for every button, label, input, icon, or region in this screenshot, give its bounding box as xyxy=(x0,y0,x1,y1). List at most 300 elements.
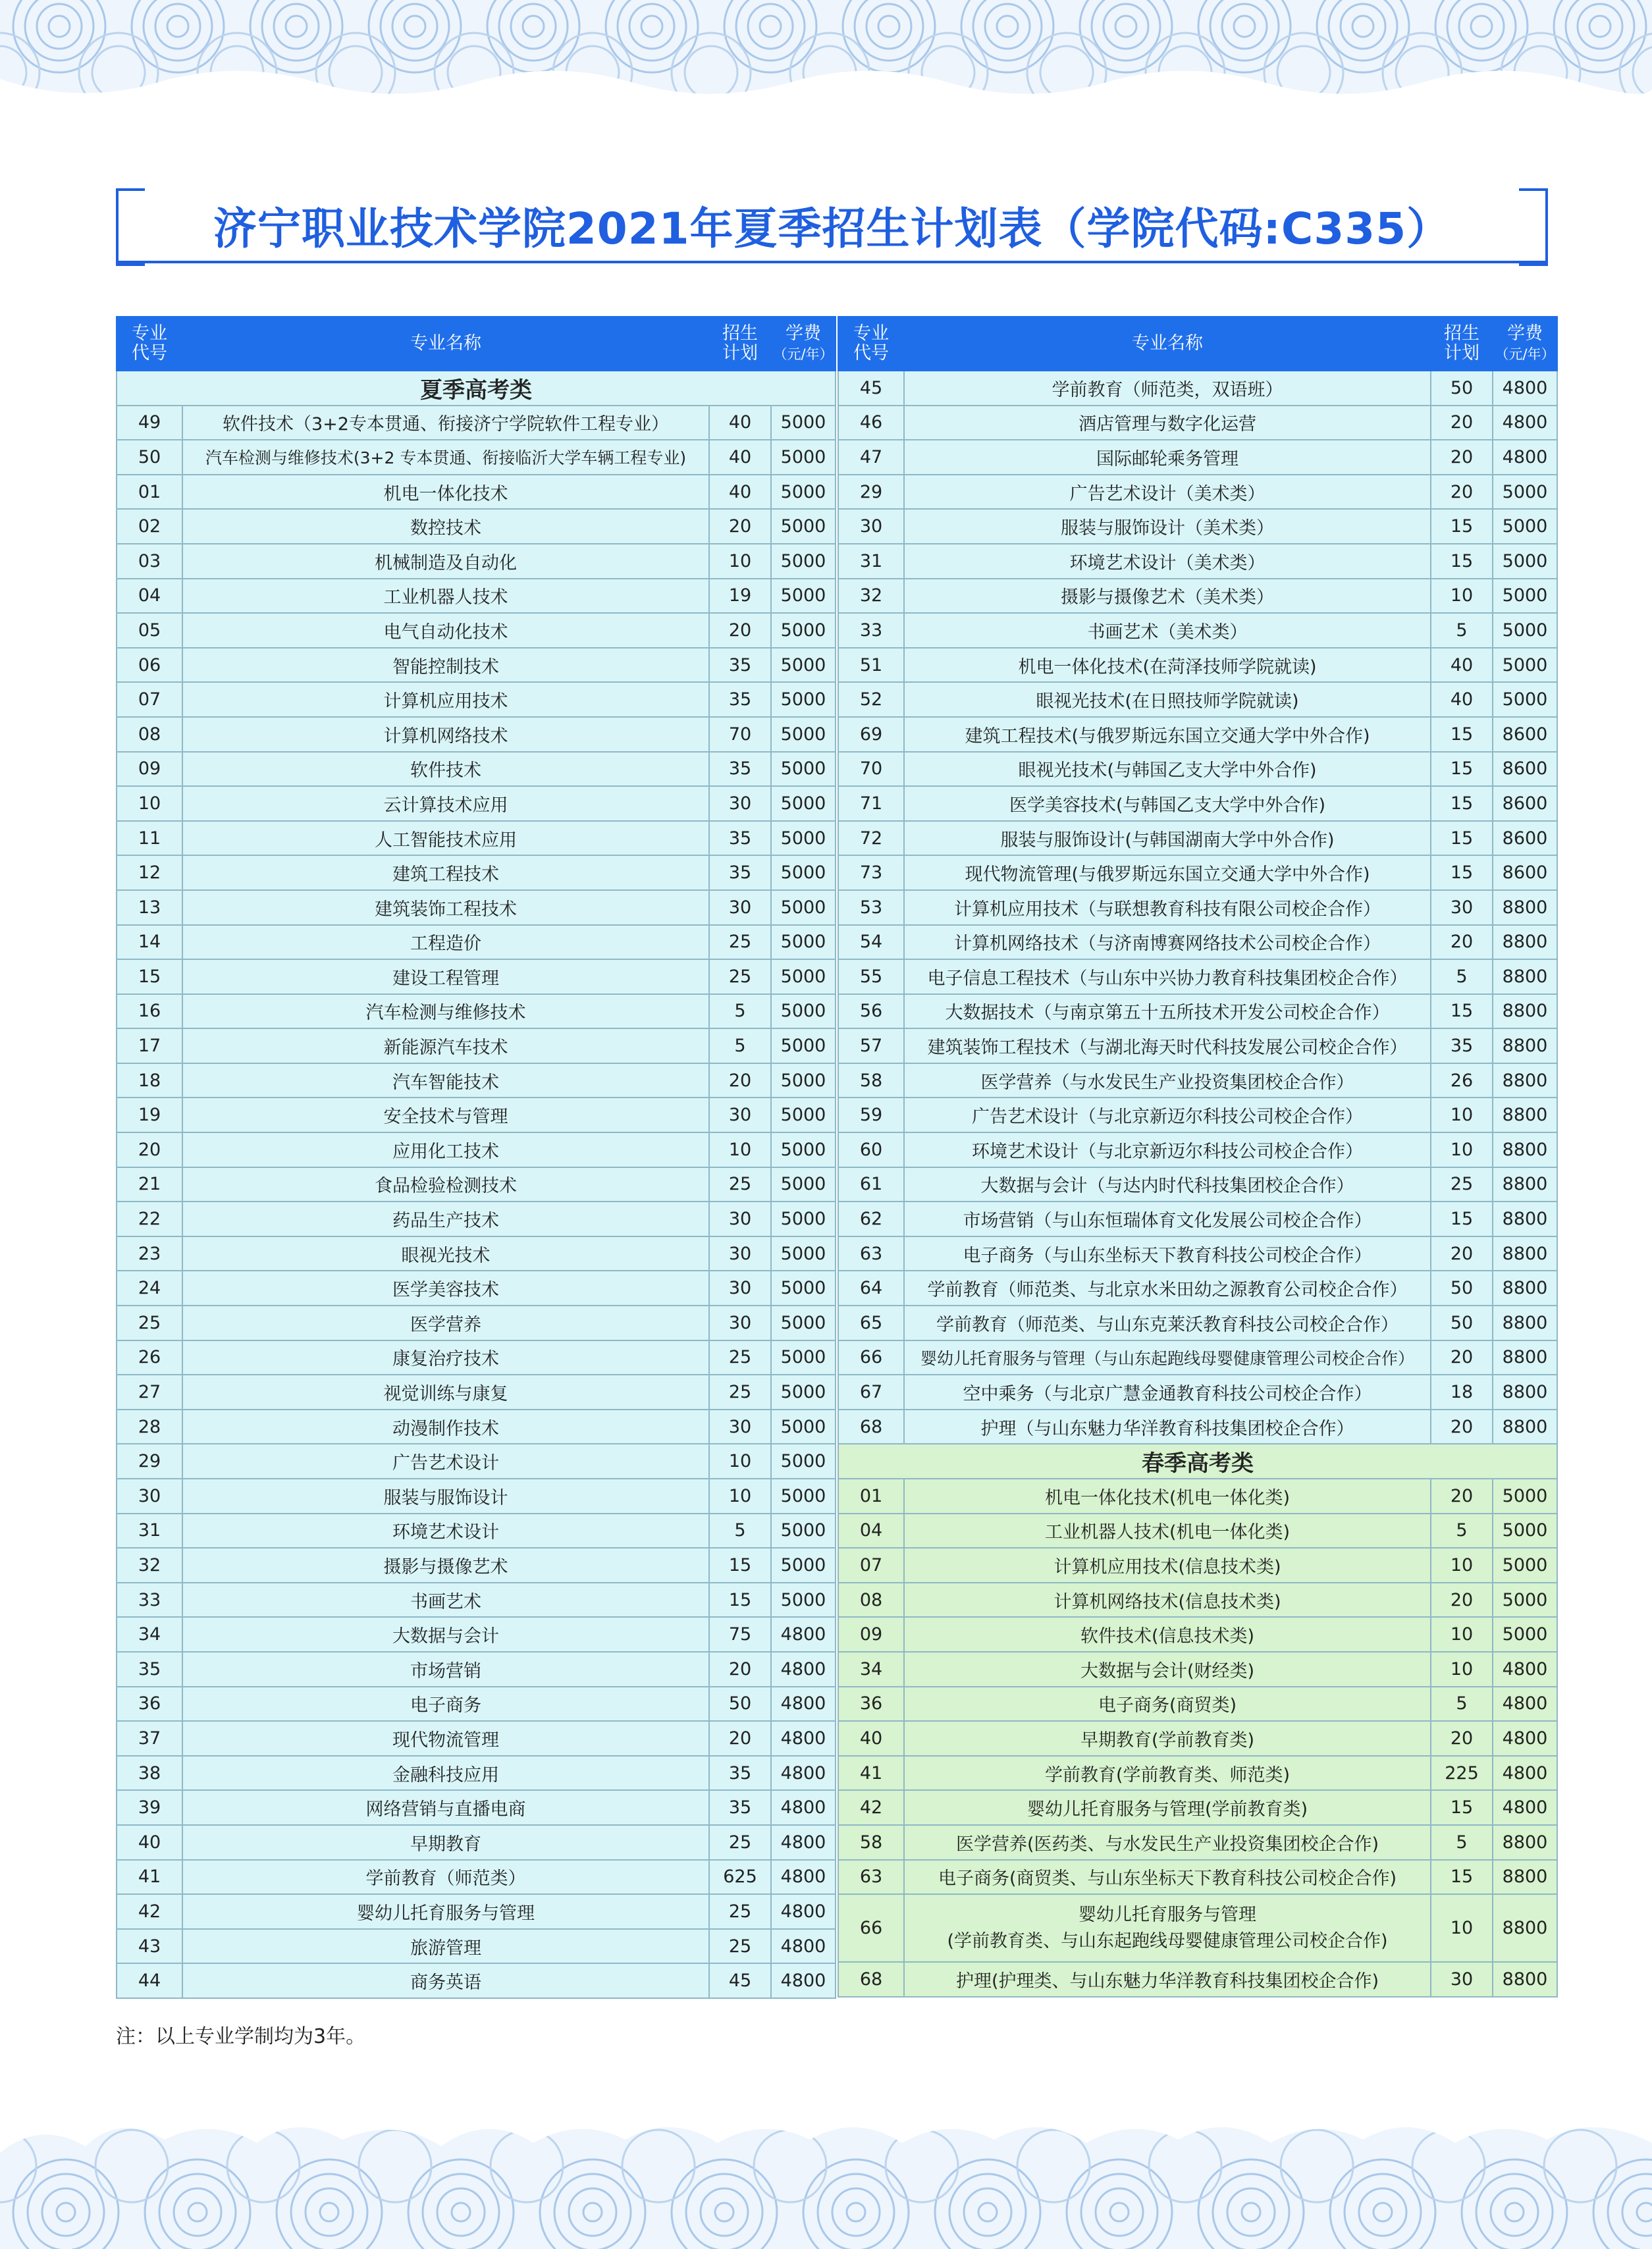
cell-fee: 5000 xyxy=(771,752,836,787)
table-row xyxy=(838,1514,1557,1548)
table-row xyxy=(117,1825,836,1860)
cell-fee: 4800 xyxy=(771,1825,836,1860)
title-underline xyxy=(116,261,1548,263)
cell-fee: 4800 xyxy=(1493,1721,1557,1756)
cell-plan: 15 xyxy=(1431,752,1493,787)
cell-plan: 20 xyxy=(1431,475,1493,510)
cell-plan: 40 xyxy=(1431,682,1493,717)
table-row xyxy=(117,1167,836,1202)
section-title: 春季高考类 xyxy=(838,1444,1557,1479)
cell-plan: 25 xyxy=(709,1825,771,1860)
cell-name: 电子商务(商贸类、与山东坐标天下教育科技公司校企合作) xyxy=(904,1860,1431,1895)
cell-fee: 4800 xyxy=(771,1929,836,1964)
cell-name: 电子信息工程技术（与山东中兴协力教育科技集团校企合作） xyxy=(904,959,1431,994)
cell-plan: 50 xyxy=(709,1687,771,1722)
cell-plan: 40 xyxy=(709,475,771,510)
section-row-summer xyxy=(117,371,836,406)
cell-fee: 8800 xyxy=(1493,1410,1557,1444)
cell-name: 计算机网络技术 xyxy=(182,717,709,752)
cell-name: 学前教育（师范类、与北京水米田幼之源教育公司校企合作） xyxy=(904,1271,1431,1306)
cell-fee: 8800 xyxy=(1493,1132,1557,1167)
table-row xyxy=(838,1063,1557,1098)
table-row xyxy=(838,1132,1557,1167)
cell-plan: 20 xyxy=(1431,1479,1493,1514)
table-row xyxy=(117,925,836,960)
cell-plan: 30 xyxy=(709,786,771,821)
cell-plan: 10 xyxy=(709,1479,771,1514)
cell-plan: 5 xyxy=(709,1514,771,1548)
cell-name: 大数据与会计（与达内时代科技集团校企合作） xyxy=(904,1167,1431,1202)
cell-plan: 70 xyxy=(709,717,771,752)
table-row xyxy=(117,994,836,1029)
cell-code: 19 xyxy=(117,1098,182,1132)
cell-name: 建筑工程技术(与俄罗斯远东国立交通大学中外合作) xyxy=(904,717,1431,752)
cell-plan: 10 xyxy=(1431,579,1493,614)
cell-plan: 5 xyxy=(1431,1687,1493,1722)
table-row xyxy=(117,1617,836,1652)
cell-fee: 5000 xyxy=(771,682,836,717)
cell-fee: 5000 xyxy=(771,1028,836,1063)
cell-name: 电子商务(商贸类) xyxy=(904,1687,1431,1722)
table-row xyxy=(838,406,1557,440)
cell-code: 23 xyxy=(117,1236,182,1271)
table-row xyxy=(117,1479,836,1514)
cell-code: 56 xyxy=(838,994,904,1029)
cell-fee: 5000 xyxy=(1493,1479,1557,1514)
cell-plan: 30 xyxy=(1431,1962,1493,1997)
header-fee: 学费 （元/年） xyxy=(1493,317,1557,371)
cell-code: 15 xyxy=(117,959,182,994)
cell-name: 医学营养(医药类、与水发民生产业投资集团校企合作) xyxy=(904,1825,1431,1860)
cell-plan: 20 xyxy=(1431,440,1493,475)
cell-plan: 10 xyxy=(709,1132,771,1167)
cell-fee: 8800 xyxy=(1493,1962,1557,1997)
table-row xyxy=(117,613,836,648)
cell-fee: 4800 xyxy=(1493,1687,1557,1722)
cell-plan: 15 xyxy=(1431,855,1493,890)
table-row xyxy=(117,1756,836,1791)
table-row xyxy=(117,717,836,752)
cell-code: 05 xyxy=(117,613,182,648)
table-row xyxy=(838,994,1557,1029)
cell-plan: 5 xyxy=(1431,1514,1493,1548)
cell-name: 电子商务 xyxy=(182,1687,709,1722)
cell-code: 26 xyxy=(117,1340,182,1375)
cell-code: 66 xyxy=(838,1340,904,1375)
cell-name: 服装与服饰设计（美术类） xyxy=(904,509,1431,544)
cell-fee: 5000 xyxy=(771,1375,836,1410)
table-row xyxy=(117,440,836,475)
cell-name: 机电一体化技术 xyxy=(182,475,709,510)
cell-plan: 15 xyxy=(1431,544,1493,579)
plan-table-right xyxy=(838,316,1558,1998)
cell-fee: 5000 xyxy=(771,1514,836,1548)
cell-fee: 8800 xyxy=(1493,1236,1557,1271)
cell-plan: 5 xyxy=(1431,959,1493,994)
table-row xyxy=(838,1583,1557,1618)
cell-name: 空中乘务（与北京广慧金通教育科技公司校企合作） xyxy=(904,1375,1431,1410)
cell-code: 01 xyxy=(117,475,182,510)
cell-name: 眼视光技术(在日照技师学院就读) xyxy=(904,682,1431,717)
cell-fee: 8600 xyxy=(1493,821,1557,856)
cell-code: 58 xyxy=(838,1063,904,1098)
cell-name: 大数据技术（与南京第五十五所技术开发公司校企合作） xyxy=(904,994,1431,1029)
cell-code: 68 xyxy=(838,1962,904,1997)
table-header-row xyxy=(117,317,836,371)
cell-code: 08 xyxy=(117,717,182,752)
cell-plan: 25 xyxy=(709,959,771,994)
table-row xyxy=(117,475,836,510)
table-header-row xyxy=(838,317,1557,371)
cell-code: 33 xyxy=(117,1583,182,1618)
table-row xyxy=(117,1236,836,1271)
cell-fee: 8800 xyxy=(1493,994,1557,1029)
table-row xyxy=(117,1340,836,1375)
cell-code: 57 xyxy=(838,1028,904,1063)
cell-fee: 4800 xyxy=(1493,371,1557,406)
cell-plan: 40 xyxy=(709,406,771,440)
table-row xyxy=(838,1340,1557,1375)
cell-plan: 225 xyxy=(1431,1756,1493,1791)
cell-code: 34 xyxy=(838,1652,904,1687)
cell-code: 18 xyxy=(117,1063,182,1098)
cell-code: 14 xyxy=(117,925,182,960)
cell-fee: 5000 xyxy=(771,925,836,960)
cell-name: 现代物流管理(与俄罗斯远东国立交通大学中外合作) xyxy=(904,855,1431,890)
header-code: 专业 代号 xyxy=(838,317,904,371)
table-row xyxy=(117,1410,836,1444)
cell-plan: 20 xyxy=(1431,1340,1493,1375)
cell-name: 眼视光技术 xyxy=(182,1236,709,1271)
table-row xyxy=(838,1236,1557,1271)
cell-plan: 20 xyxy=(1431,1721,1493,1756)
cell-name: 服装与服饰设计(与韩国湖南大学中外合作) xyxy=(904,821,1431,856)
table-row xyxy=(838,509,1557,544)
cell-code: 03 xyxy=(117,544,182,579)
cell-name: 汽车智能技术 xyxy=(182,1063,709,1098)
cell-plan: 25 xyxy=(709,1340,771,1375)
cell-code: 40 xyxy=(117,1825,182,1860)
cell-code: 47 xyxy=(838,440,904,475)
table-row xyxy=(838,925,1557,960)
cell-fee: 5000 xyxy=(771,821,836,856)
cell-fee: 8800 xyxy=(1493,1098,1557,1132)
cell-plan: 25 xyxy=(709,1894,771,1929)
cell-name: 学前教育（师范类、与山东克莱沃教育科技公司校企合作） xyxy=(904,1306,1431,1340)
cell-fee: 5000 xyxy=(771,890,836,925)
cell-name: 动漫制作技术 xyxy=(182,1410,709,1444)
cell-name: 国际邮轮乘务管理 xyxy=(904,440,1431,475)
cell-name: 广告艺术设计（与北京新迈尔科技公司校企合作） xyxy=(904,1098,1431,1132)
cell-code: 17 xyxy=(117,1028,182,1063)
cell-name: 计算机网络技术(信息技术类) xyxy=(904,1583,1431,1618)
table-row xyxy=(838,371,1557,406)
cell-plan: 10 xyxy=(1431,1098,1493,1132)
cell-fee: 5000 xyxy=(771,959,836,994)
table-row xyxy=(838,613,1557,648)
cell-name: 商务英语 xyxy=(182,1963,709,1998)
cell-plan: 30 xyxy=(709,1098,771,1132)
cell-code: 07 xyxy=(838,1548,904,1583)
cell-name: 摄影与摄像艺术（美术类） xyxy=(904,579,1431,614)
cell-fee: 5000 xyxy=(771,1444,836,1479)
cell-code: 42 xyxy=(838,1790,904,1825)
cell-plan: 15 xyxy=(1431,786,1493,821)
cell-name: 软件技术 xyxy=(182,752,709,787)
cell-fee: 5000 xyxy=(771,1479,836,1514)
cell-code: 30 xyxy=(117,1479,182,1514)
cell-name: 护理（与山东魅力华洋教育科技集团校企合作） xyxy=(904,1410,1431,1444)
cell-fee: 5000 xyxy=(771,440,836,475)
cell-plan: 15 xyxy=(709,1583,771,1618)
cell-fee: 5000 xyxy=(1493,579,1557,614)
cell-name: 机械制造及自动化 xyxy=(182,544,709,579)
cell-fee: 8800 xyxy=(1493,1894,1557,1962)
cell-name: 眼视光技术(与韩国乙支大学中外合作) xyxy=(904,752,1431,787)
cell-plan: 5 xyxy=(1431,1825,1493,1860)
table-row xyxy=(838,786,1557,821)
cell-name: 智能控制技术 xyxy=(182,648,709,683)
cell-name: 医学美容技术 xyxy=(182,1271,709,1306)
cell-fee: 5000 xyxy=(771,613,836,648)
table-row xyxy=(838,1306,1557,1340)
cell-code: 71 xyxy=(838,786,904,821)
cell-fee: 8800 xyxy=(1493,1375,1557,1410)
cell-plan: 30 xyxy=(709,1306,771,1340)
cell-plan: 35 xyxy=(709,1756,771,1791)
cell-plan: 5 xyxy=(1431,613,1493,648)
cell-code: 04 xyxy=(117,579,182,614)
cell-name: 汽车检测与维修技术(3+2 专本贯通、衔接临沂大学车辆工程专业) xyxy=(182,440,709,475)
header-fee: 学费 （元/年） xyxy=(771,317,836,371)
cell-plan: 25 xyxy=(709,1167,771,1202)
cell-name: 环境艺术设计（与北京新迈尔科技公司校企合作） xyxy=(904,1132,1431,1167)
cell-code: 54 xyxy=(838,925,904,960)
cell-plan: 15 xyxy=(1431,717,1493,752)
header-name: 专业名称 xyxy=(182,317,709,371)
cell-fee: 8800 xyxy=(1493,1202,1557,1236)
table-row xyxy=(117,752,836,787)
cell-name: 云计算技术应用 xyxy=(182,786,709,821)
cell-code: 32 xyxy=(117,1548,182,1583)
cell-plan: 20 xyxy=(709,613,771,648)
title-frame xyxy=(116,188,1548,263)
table-row xyxy=(117,406,836,440)
table-row xyxy=(838,475,1557,510)
table-row xyxy=(117,1375,836,1410)
table-row xyxy=(117,1929,836,1964)
cell-fee: 4800 xyxy=(1493,1652,1557,1687)
cell-name: 市场营销 xyxy=(182,1652,709,1687)
table-row xyxy=(117,890,836,925)
cell-code: 25 xyxy=(117,1306,182,1340)
table-row xyxy=(117,1721,836,1756)
cell-code: 29 xyxy=(838,475,904,510)
cell-plan: 25 xyxy=(709,1375,771,1410)
cell-fee: 8800 xyxy=(1493,1340,1557,1375)
cell-code: 06 xyxy=(117,648,182,683)
table-row xyxy=(838,1860,1557,1895)
table-row xyxy=(117,1098,836,1132)
cell-fee: 5000 xyxy=(771,1306,836,1340)
cell-plan: 45 xyxy=(709,1963,771,1998)
cell-code: 65 xyxy=(838,1306,904,1340)
cell-fee: 5000 xyxy=(771,1063,836,1098)
table-row xyxy=(838,1028,1557,1063)
cell-name: 服装与服饰设计 xyxy=(182,1479,709,1514)
cell-name: 新能源汽车技术 xyxy=(182,1028,709,1063)
cell-plan: 30 xyxy=(1431,890,1493,925)
table-row xyxy=(117,1790,836,1825)
cell-fee: 8800 xyxy=(1493,925,1557,960)
header-code: 专业 代号 xyxy=(117,317,182,371)
cell-fee: 4800 xyxy=(1493,1790,1557,1825)
cell-plan: 30 xyxy=(709,1236,771,1271)
cell-fee: 4800 xyxy=(1493,406,1557,440)
cell-plan: 10 xyxy=(709,1444,771,1479)
table-row xyxy=(117,682,836,717)
cell-code: 36 xyxy=(117,1687,182,1722)
cell-fee: 5000 xyxy=(771,475,836,510)
cell-name: 早期教育(学前教育类) xyxy=(904,1721,1431,1756)
cell-name: 食品检验检测技术 xyxy=(182,1167,709,1202)
cell-name: 大数据与会计 xyxy=(182,1617,709,1652)
cell-fee: 5000 xyxy=(771,1236,836,1271)
table-row xyxy=(838,890,1557,925)
cell-name: 电气自动化技术 xyxy=(182,613,709,648)
cell-code: 51 xyxy=(838,648,904,683)
cell-code: 34 xyxy=(117,1617,182,1652)
cell-code: 60 xyxy=(838,1132,904,1167)
cell-code: 40 xyxy=(838,1721,904,1756)
top-wave-decoration xyxy=(0,0,1652,99)
cell-name: 软件技术（3+2专本贯通、衔接济宁学院软件工程专业） xyxy=(182,406,709,440)
cell-code: 63 xyxy=(838,1236,904,1271)
cell-plan: 5 xyxy=(709,1028,771,1063)
cell-plan: 35 xyxy=(709,682,771,717)
table-row xyxy=(117,959,836,994)
header-plan: 招生 计划 xyxy=(709,317,771,371)
cell-code: 61 xyxy=(838,1167,904,1202)
cell-code: 31 xyxy=(117,1514,182,1548)
cell-plan: 40 xyxy=(1431,648,1493,683)
cell-name: 摄影与摄像艺术 xyxy=(182,1548,709,1583)
cell-code: 58 xyxy=(838,1825,904,1860)
cell-fee: 8800 xyxy=(1493,890,1557,925)
cell-plan: 25 xyxy=(1431,1167,1493,1202)
cell-name: 机电一体化技术(在菏泽技师学院就读) xyxy=(904,648,1431,683)
cell-fee: 5000 xyxy=(771,1548,836,1583)
cell-plan: 10 xyxy=(709,544,771,579)
cell-name: 护理(护理类、与山东魅力华洋教育科技集团校企合作) xyxy=(904,1962,1431,1997)
table-row xyxy=(117,544,836,579)
cell-fee: 5000 xyxy=(1493,475,1557,510)
table-row xyxy=(838,1548,1557,1583)
title-bracket-right xyxy=(1519,188,1548,266)
table-row xyxy=(838,1790,1557,1825)
cell-code: 43 xyxy=(117,1929,182,1964)
cell-fee: 8800 xyxy=(1493,959,1557,994)
table-row xyxy=(117,1063,836,1098)
cell-name: 早期教育 xyxy=(182,1825,709,1860)
cell-code: 11 xyxy=(117,821,182,856)
table-row xyxy=(117,1271,836,1306)
cell-fee: 8600 xyxy=(1493,752,1557,787)
table-row xyxy=(117,1444,836,1479)
cell-plan: 10 xyxy=(1431,1132,1493,1167)
cell-fee: 5000 xyxy=(771,544,836,579)
table-row xyxy=(838,1962,1557,1997)
cell-code: 49 xyxy=(117,406,182,440)
cell-plan: 20 xyxy=(709,1721,771,1756)
cell-plan: 10 xyxy=(1431,1548,1493,1583)
cell-fee: 8800 xyxy=(1493,1063,1557,1098)
header-name: 专业名称 xyxy=(904,317,1431,371)
cell-fee: 8600 xyxy=(1493,717,1557,752)
table-row xyxy=(838,682,1557,717)
cell-plan: 19 xyxy=(709,579,771,614)
cell-fee: 4800 xyxy=(771,1687,836,1722)
cell-code: 12 xyxy=(117,855,182,890)
cell-fee: 4800 xyxy=(771,1790,836,1825)
table-row xyxy=(117,855,836,890)
table-row xyxy=(838,1894,1557,1962)
table-row xyxy=(838,1202,1557,1236)
cell-code: 31 xyxy=(838,544,904,579)
cell-fee: 5000 xyxy=(1493,1617,1557,1652)
cell-code: 52 xyxy=(838,682,904,717)
cell-name: 计算机应用技术(信息技术类) xyxy=(904,1548,1431,1583)
cell-fee: 4800 xyxy=(771,1756,836,1791)
cell-fee: 5000 xyxy=(1493,1514,1557,1548)
table-row xyxy=(838,1721,1557,1756)
table-row xyxy=(838,821,1557,856)
cell-name: 医学营养 xyxy=(182,1306,709,1340)
cell-code: 42 xyxy=(117,1894,182,1929)
cell-fee: 8600 xyxy=(1493,786,1557,821)
cell-name: 药品生产技术 xyxy=(182,1202,709,1236)
table-row xyxy=(117,1132,836,1167)
table-row xyxy=(117,509,836,544)
summer-plan-table-left xyxy=(116,316,836,1999)
cell-code: 27 xyxy=(117,1375,182,1410)
cell-fee: 5000 xyxy=(771,994,836,1029)
cell-code: 70 xyxy=(838,752,904,787)
cell-code: 30 xyxy=(838,509,904,544)
cell-plan: 50 xyxy=(1431,1271,1493,1306)
cell-name: 建筑装饰工程技术（与湖北海天时代科技发展公司校企合作） xyxy=(904,1028,1431,1063)
table-row xyxy=(117,1514,836,1548)
table-row xyxy=(117,1687,836,1722)
cell-fee: 5000 xyxy=(1493,682,1557,717)
cell-plan: 20 xyxy=(1431,1410,1493,1444)
cell-code: 45 xyxy=(838,371,904,406)
cell-name: 网络营销与直播电商 xyxy=(182,1790,709,1825)
cell-fee: 8800 xyxy=(1493,1028,1557,1063)
cell-fee: 5000 xyxy=(771,1583,836,1618)
cell-code: 01 xyxy=(838,1479,904,1514)
table-row xyxy=(838,544,1557,579)
cell-code: 02 xyxy=(117,509,182,544)
cell-fee: 8800 xyxy=(1493,1271,1557,1306)
cell-plan: 15 xyxy=(1431,1860,1493,1895)
cell-code: 29 xyxy=(117,1444,182,1479)
cell-name: 应用化工技术 xyxy=(182,1132,709,1167)
cell-name: 婴幼儿托育服务与管理 (学前教育类、与山东起跑线母婴健康管理公司校企合作) xyxy=(904,1894,1431,1962)
table-row xyxy=(838,1098,1557,1132)
cell-code: 35 xyxy=(117,1652,182,1687)
table-row xyxy=(117,1306,836,1340)
